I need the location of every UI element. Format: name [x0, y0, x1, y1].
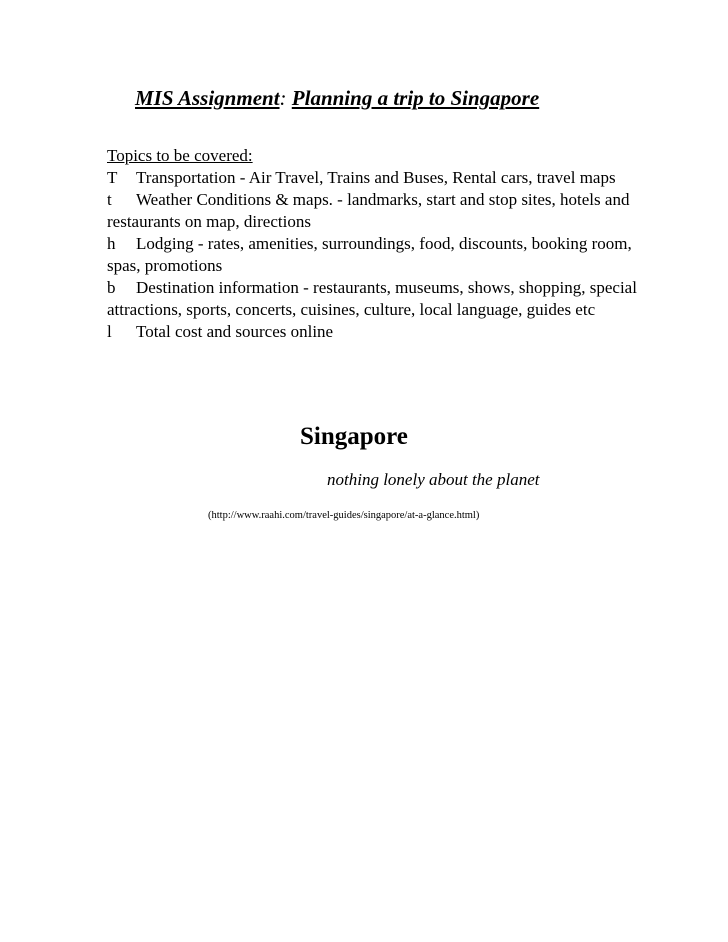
singapore-tagline: nothing lonely about the planet — [327, 470, 540, 489]
topic-item-weather — [107, 189, 647, 233]
title-colon: : — [279, 86, 287, 110]
topic-text: Weather Conditions & maps. - landmarks, start and stop sites, hotels and restaurants on map, directions — [107, 190, 630, 231]
title-part-assignment: MIS Assignment — [135, 86, 280, 110]
singapore-heading: Singapore — [300, 423, 408, 450]
topic-text: Destination information - restaurants, museums, shows, shopping, special attractions, sports, concerts, cuisines, culture, local language, guides etc — [107, 278, 637, 319]
topic-bullet: l — [107, 322, 112, 341]
topic-item-lodging — [107, 233, 647, 277]
topics-heading: Topics to be covered: — [107, 146, 253, 165]
title-part-topic: Planning a trip to Singapore — [291, 86, 540, 110]
topic-bullet: T — [107, 168, 118, 187]
source-citation: (http://www.raahi.com/travel-guides/singapore/at-a-glance.html) — [208, 510, 480, 521]
topic-text: Transportation - Air Travel, Trains and Buses, Rental cars, travel maps — [136, 168, 616, 187]
topic-bullet: h — [107, 234, 116, 253]
topics-section — [107, 145, 647, 343]
topic-item-total-cost — [107, 321, 647, 343]
topic-bullet: b — [107, 278, 116, 297]
assignment-title — [135, 86, 539, 111]
topic-text: Lodging - rates, amenities, surroundings, food, discounts, booking room, spas, promotions — [107, 234, 632, 275]
topic-item-destination — [107, 277, 647, 321]
topic-bullet: t — [107, 190, 112, 209]
topic-item-transportation — [107, 167, 647, 189]
topic-text: Total cost and sources online — [136, 322, 334, 341]
